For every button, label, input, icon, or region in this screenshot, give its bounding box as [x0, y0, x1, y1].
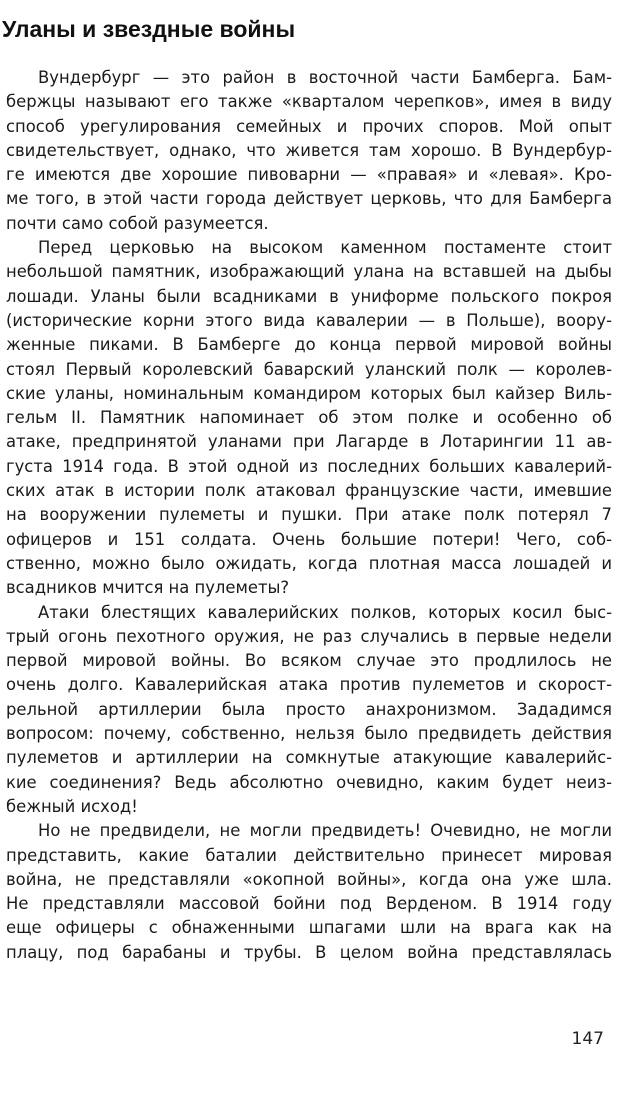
text-line: еще офицеры с обнаженными шпагами шли на врага как на: [6, 918, 612, 938]
text-line: представить, какие баталии действительно принесет мировая: [6, 845, 612, 865]
text-line: офицеров и 151 солдата. Очень большие потери! Чего, соб-: [6, 529, 612, 549]
text-line: пулеметов и артиллерии на сомкнутые атакующие кавалерийс-: [6, 748, 612, 768]
text-line: ские уланы, номинальным командиром которых был кайзер Виль-: [6, 383, 612, 403]
text-line: Перед церковью на высоком каменном постаменте стоит: [38, 238, 612, 258]
text-line: стоял Первый королевский баварский уланский полк — королев-: [6, 359, 612, 379]
text-line: рельной артиллерии была просто анахронизмом. Зададимся: [6, 699, 612, 719]
text-line: почти само собой разумеется.: [6, 213, 269, 233]
paragraph: [6, 601, 612, 820]
text-line: атаке, предпринятой уланами при Лагарде в Лотарингии 11 ав-: [6, 432, 612, 452]
text-line: густа 1914 года. В этой одной из последних больших кавалерий-: [6, 456, 612, 476]
text-line: бежный исход!: [6, 796, 138, 816]
text-line: всадников мчится на пулеметы?: [6, 578, 290, 598]
text-line: война, не представляли «окопной войны», когда она уже шла.: [6, 869, 612, 889]
text-line: плацу, под барабаны и трубы. В целом война представлялась: [6, 942, 612, 962]
text-line: ских атак в истории полк атаковал французские части, имевшие: [6, 481, 612, 501]
text-line: гельм II. Памятник напоминает об этом полке и особенно об: [6, 408, 612, 428]
text-line: на вооружении пулеметы и пушки. При атаке полк потерял 7: [6, 505, 612, 525]
text-line: ственно, можно было ожидать, когда плотная масса лошадей и: [6, 553, 612, 573]
text-line: ме того, в этой части города действует церковь, что для Бамберга: [6, 189, 612, 209]
page-number: 147: [571, 1029, 604, 1049]
text-line: Но не предвидели, не могли предвидеть! Очевидно, не могли: [38, 821, 612, 841]
text-line: свидетельствует, однако, что живется там хорошо. В Вундербур-: [6, 140, 612, 160]
text-line: Вундербург — это район в восточной части Бамберга. Бам-: [38, 68, 612, 87]
text-line: способ урегулирования семейных и прочих споров. Мой опыт: [6, 116, 612, 136]
text-line: ге имеются две хорошие пивоварни — «правая» и «левая». Кро-: [6, 165, 612, 185]
body-text: [6, 66, 612, 965]
paragraph: [6, 819, 612, 965]
text-line: трый огонь пехотного оружия, не раз случались в первые недели: [6, 626, 612, 646]
text-line: бержцы называют его также «кварталом черепков», имея в виду: [6, 92, 612, 112]
text-line: кие соединения? Ведь абсолютно очевидно, каким будет неиз-: [6, 772, 612, 792]
chapter-title: Уланы и звездные войны: [2, 16, 296, 42]
text-line: лошади. Уланы были всадниками в униформе польского покроя: [6, 286, 612, 306]
text-line: Не представляли массовой бойни под Верденом. В 1914 году: [6, 894, 612, 914]
text-line: Атаки блестящих кавалерийских полков, которых косил быс-: [38, 602, 612, 622]
paragraph: [6, 236, 612, 600]
text-line: очень долго. Кавалерийская атака против пулеметов и скорост-: [6, 675, 612, 695]
text-line: первой мировой войны. Во всяком случае это продлилось не: [6, 651, 612, 671]
text-line: небольшой памятник, изображающий улана на вставшей на дыбы: [6, 262, 612, 282]
paragraph: [6, 66, 612, 236]
text-line: женные пиками. В Бамберге до конца первой мировой войны: [6, 335, 612, 355]
text-line: вопросом: почему, собственно, нельзя было предвидеть действия: [6, 724, 612, 744]
text-line: (исторические корни этого вида кавалерии — в Польше), воору-: [6, 310, 612, 330]
